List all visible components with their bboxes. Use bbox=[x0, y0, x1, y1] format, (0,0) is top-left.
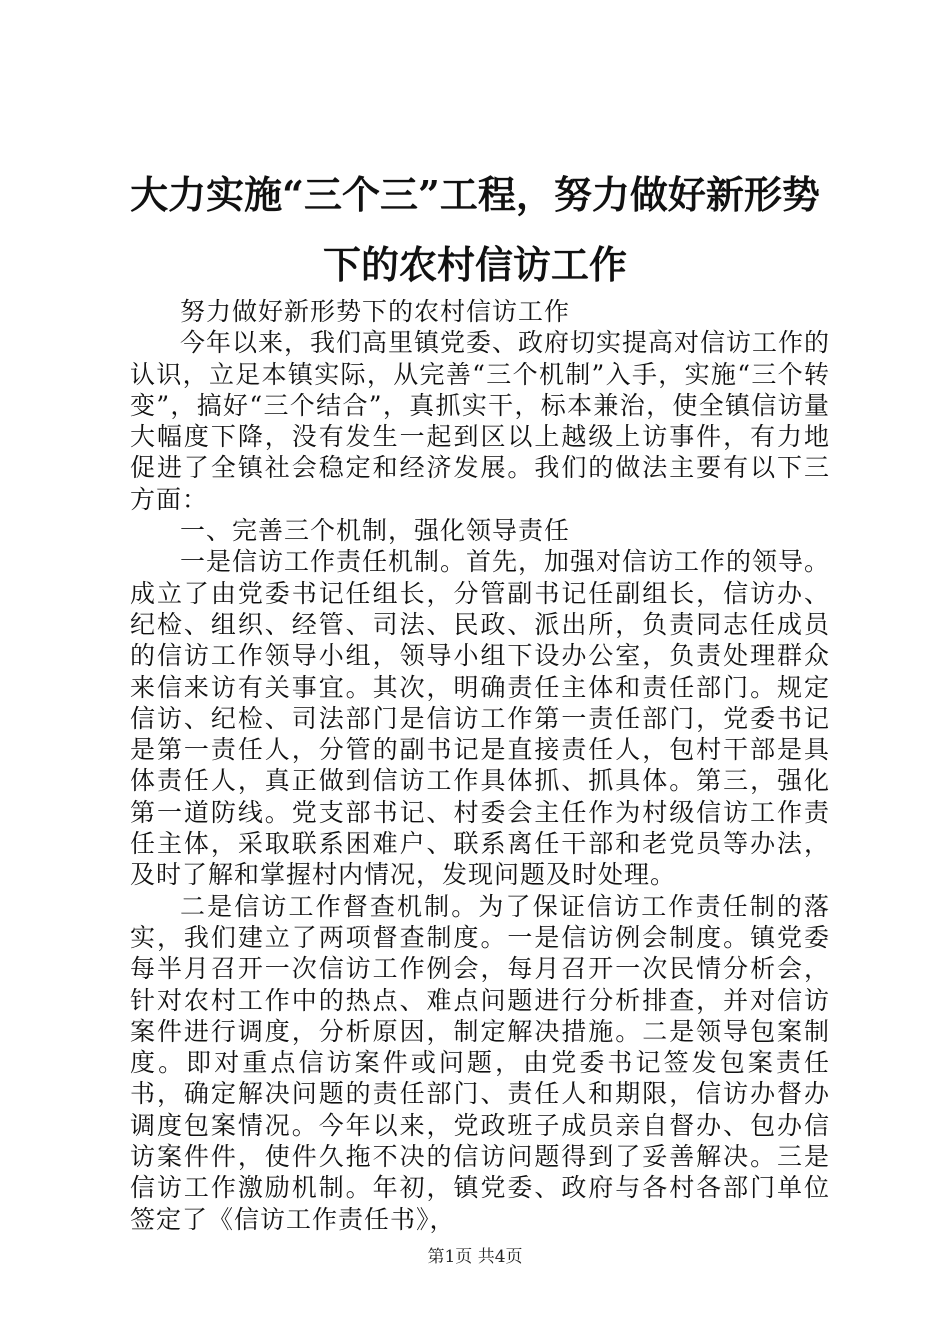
subtitle-paragraph: 努力做好新形势下的农村信访工作 bbox=[180, 297, 571, 326]
body-paragraph: 一是信访工作责任机制。首先，加强对信访工作的领导。成立了由党委书记任组长，分管副书记任副组长，信访办、纪检、组织、经管、司法、民政、派出所，负责同志任成员的信访工作领导小组，领导小组下设办公室，负责处理群众来信来访有关事宜。其次，明确责任主体和责任部门。规定信访、纪检、司法部门是信访工作第一责任部门，党委书记是第一责任人，分管的副书记是直接责任人，包村干部是具体责任人，真正做到信访工作具体抓、抓具体。第三，强化第一道防线。党支部书记、村委会主任作为村级信访工作责任主体，采取联系困难户、联系离任干部和老党员等办法，及时了解和掌握村内情况，发现问题及时处理。 bbox=[130, 547, 831, 890]
page-number-footer: 第1页 共4页 bbox=[427, 1247, 523, 1267]
section-heading: 一、完善三个机制，强化领导责任 bbox=[180, 516, 571, 546]
document-body bbox=[130, 296, 830, 1235]
body-paragraph: 二是信访工作督查机制。为了保证信访工作责任制的落实，我们建立了两项督查制度。一是信访例会制度。镇党委每半月召开一次信访工作例会，每月召开一次民情分析会，针对农村工作中的热点、难点问题进行分析排查，并对信访案件进行调度，分析原因，制定解决措施。二是领导包案制度。即对重点信访案件或问题，由党委书记签发包案责任书，确定解决问题的责任部门、责任人和期限，信访办督办调度包案情况。今年以来，党政班子成员亲自督办、包办信访案件件，使件久拖不决的信访问题得到了妥善解决。三是信访工作激励机制。年初，镇党委、政府与各村各部门单位签定了《信访工作责任书》， bbox=[130, 891, 830, 1234]
body-paragraph: 今年以来，我们高里镇党委、政府切实提高对信访工作的认识，立足本镇实际，从完善“三个机制”入手，实施“三个转变”，搞好“三个结合”，真抓实干，标本兼治，使全镇信访量大幅度下降，没有发生一起到区以上越级上访事件，有力地促进了全镇社会稳定和经济发展。我们的做法主要有以下三方面： bbox=[130, 328, 831, 514]
document-title: 大力实施“三个三”工程，努力做好新形势下的农村信访工作 bbox=[130, 172, 820, 287]
